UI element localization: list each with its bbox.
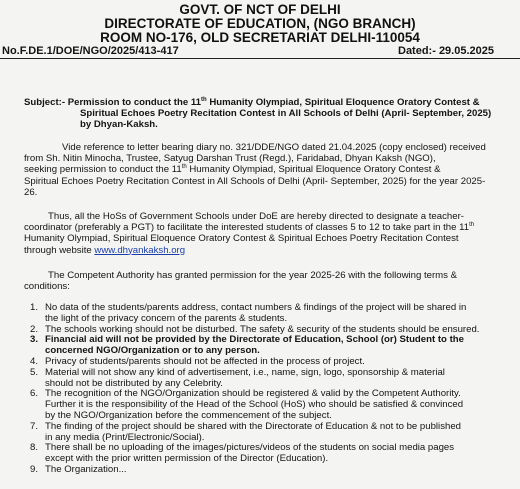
para1-line-3: seeking permission to conduct the 11th Humanity Olympiad, Spiritual Eloquence Oratory Contest & [24, 164, 441, 176]
term-item: 1. No data of the students/parents address, contact numbers & findings of the project will be shared in the light of the privacy concern of the parents & students. [30, 302, 467, 324]
paragraph-reference [24, 142, 486, 198]
term-item: 8. There shall be no uploading of the images/pictures/videos of the students on social media pages except with the prior written permission of the Director (Education). [30, 442, 455, 465]
website-link[interactable]: www.dhyankaksh.org [94, 244, 186, 256]
directorate-heading: DIRECTORATE OF EDUCATION, (NGO BRANCH) [104, 16, 416, 31]
term-item: 6. The recognition of the NGO/Organization should be registered & valid by the Competent Authority. Further it is the responsibility of the Head of the School (HoS) who should be satisfied & convinced by the NGO/Organization before the commencement of the subject. [30, 388, 464, 421]
header-divider [0, 58, 520, 59]
term-item: 5. Material will not show any kind of advertisement, i.e., name, sign, logo, sponsorship & material should not be distributed by any Celebrity. [30, 366, 445, 389]
subject-line-1: Subject:- Permission to conduct the 11th Humanity Olympiad, Spiritual Eloquence Oratory Contest & [24, 96, 480, 108]
para1-line-1: Vide reference to letter bearing diary no. 321/DDE/NGO dated 21.04.2025 (copy enclosed) received [62, 142, 486, 153]
term-item: 9. The Organization... [30, 463, 127, 475]
term-item: 2. The schools working should not be disturbed. The safety & security of the students should be ensured. [30, 323, 480, 335]
subject-line-2: Spiritual Echoes Poetry Recitation Contest in All Schools of Delhi (April- September, 2025) [80, 108, 492, 120]
para3-line-2: conditions: [24, 281, 70, 293]
address-heading: ROOM NO-176, OLD SECRETARIAT DELHI-110054 [100, 30, 420, 45]
para3-line-1: The Competent Authority has granted permission for the year 2025-26 with the following terms & [48, 270, 458, 281]
term-item: 7. The finding of the project should be shared with the Directorate of Education & not to be published in any media (Print/Electronic/Social). [30, 420, 461, 443]
para2-line-3: Humanity Olympiad, Spiritual Eloquence Oratory Contest & Spiritual Echoes Poetry Recitation Contest [24, 233, 459, 245]
para1-line-4: Spiritual Echoes Poetry Recitation Contest in All Schools of Delhi (April- September, 2025) for the year 2025- [24, 175, 486, 187]
term-item: 4. Privacy of students/parents should not be affected in the process of project. [30, 355, 365, 367]
subject-line-3: by Dhyan-Kaksh. [80, 119, 158, 131]
terms-list [30, 303, 479, 476]
para2-line-1: Thus, all the HoSs of Government Schools under DoE are hereby directed to designate a teacher- [48, 211, 464, 222]
subject-block [24, 97, 491, 131]
reference-line [0, 45, 520, 59]
reference-number: No.F.DE.1/DOE/NGO/2025/413-417 [2, 45, 179, 57]
para1-line-5: 26. [24, 186, 38, 198]
dated-label: Dated:- 29.05.2025 [398, 45, 494, 57]
para2-line-4: through website www.dhyankaksh.org [24, 244, 186, 256]
paragraph-permission [24, 270, 457, 292]
term-item: 3. Financial aid will not be provided by the Directorate of Education, School (or) Student to the concerned NGO/Organization or to any person. [30, 334, 464, 357]
para2-line-2: coordinator (preferably a PGT) to facilitate the interested students of classes 5 to 12 to take part in the 11th [24, 222, 475, 234]
paragraph-directive [24, 211, 474, 256]
para1-line-2: from Sh. Nitin Minocha, Trustee, Satyug Darshan Trust (Regd.), Faridabad, Dhyan Kaksh (NGO), [24, 153, 436, 165]
govt-heading: GOVT. OF NCT OF DELHI [179, 2, 341, 17]
